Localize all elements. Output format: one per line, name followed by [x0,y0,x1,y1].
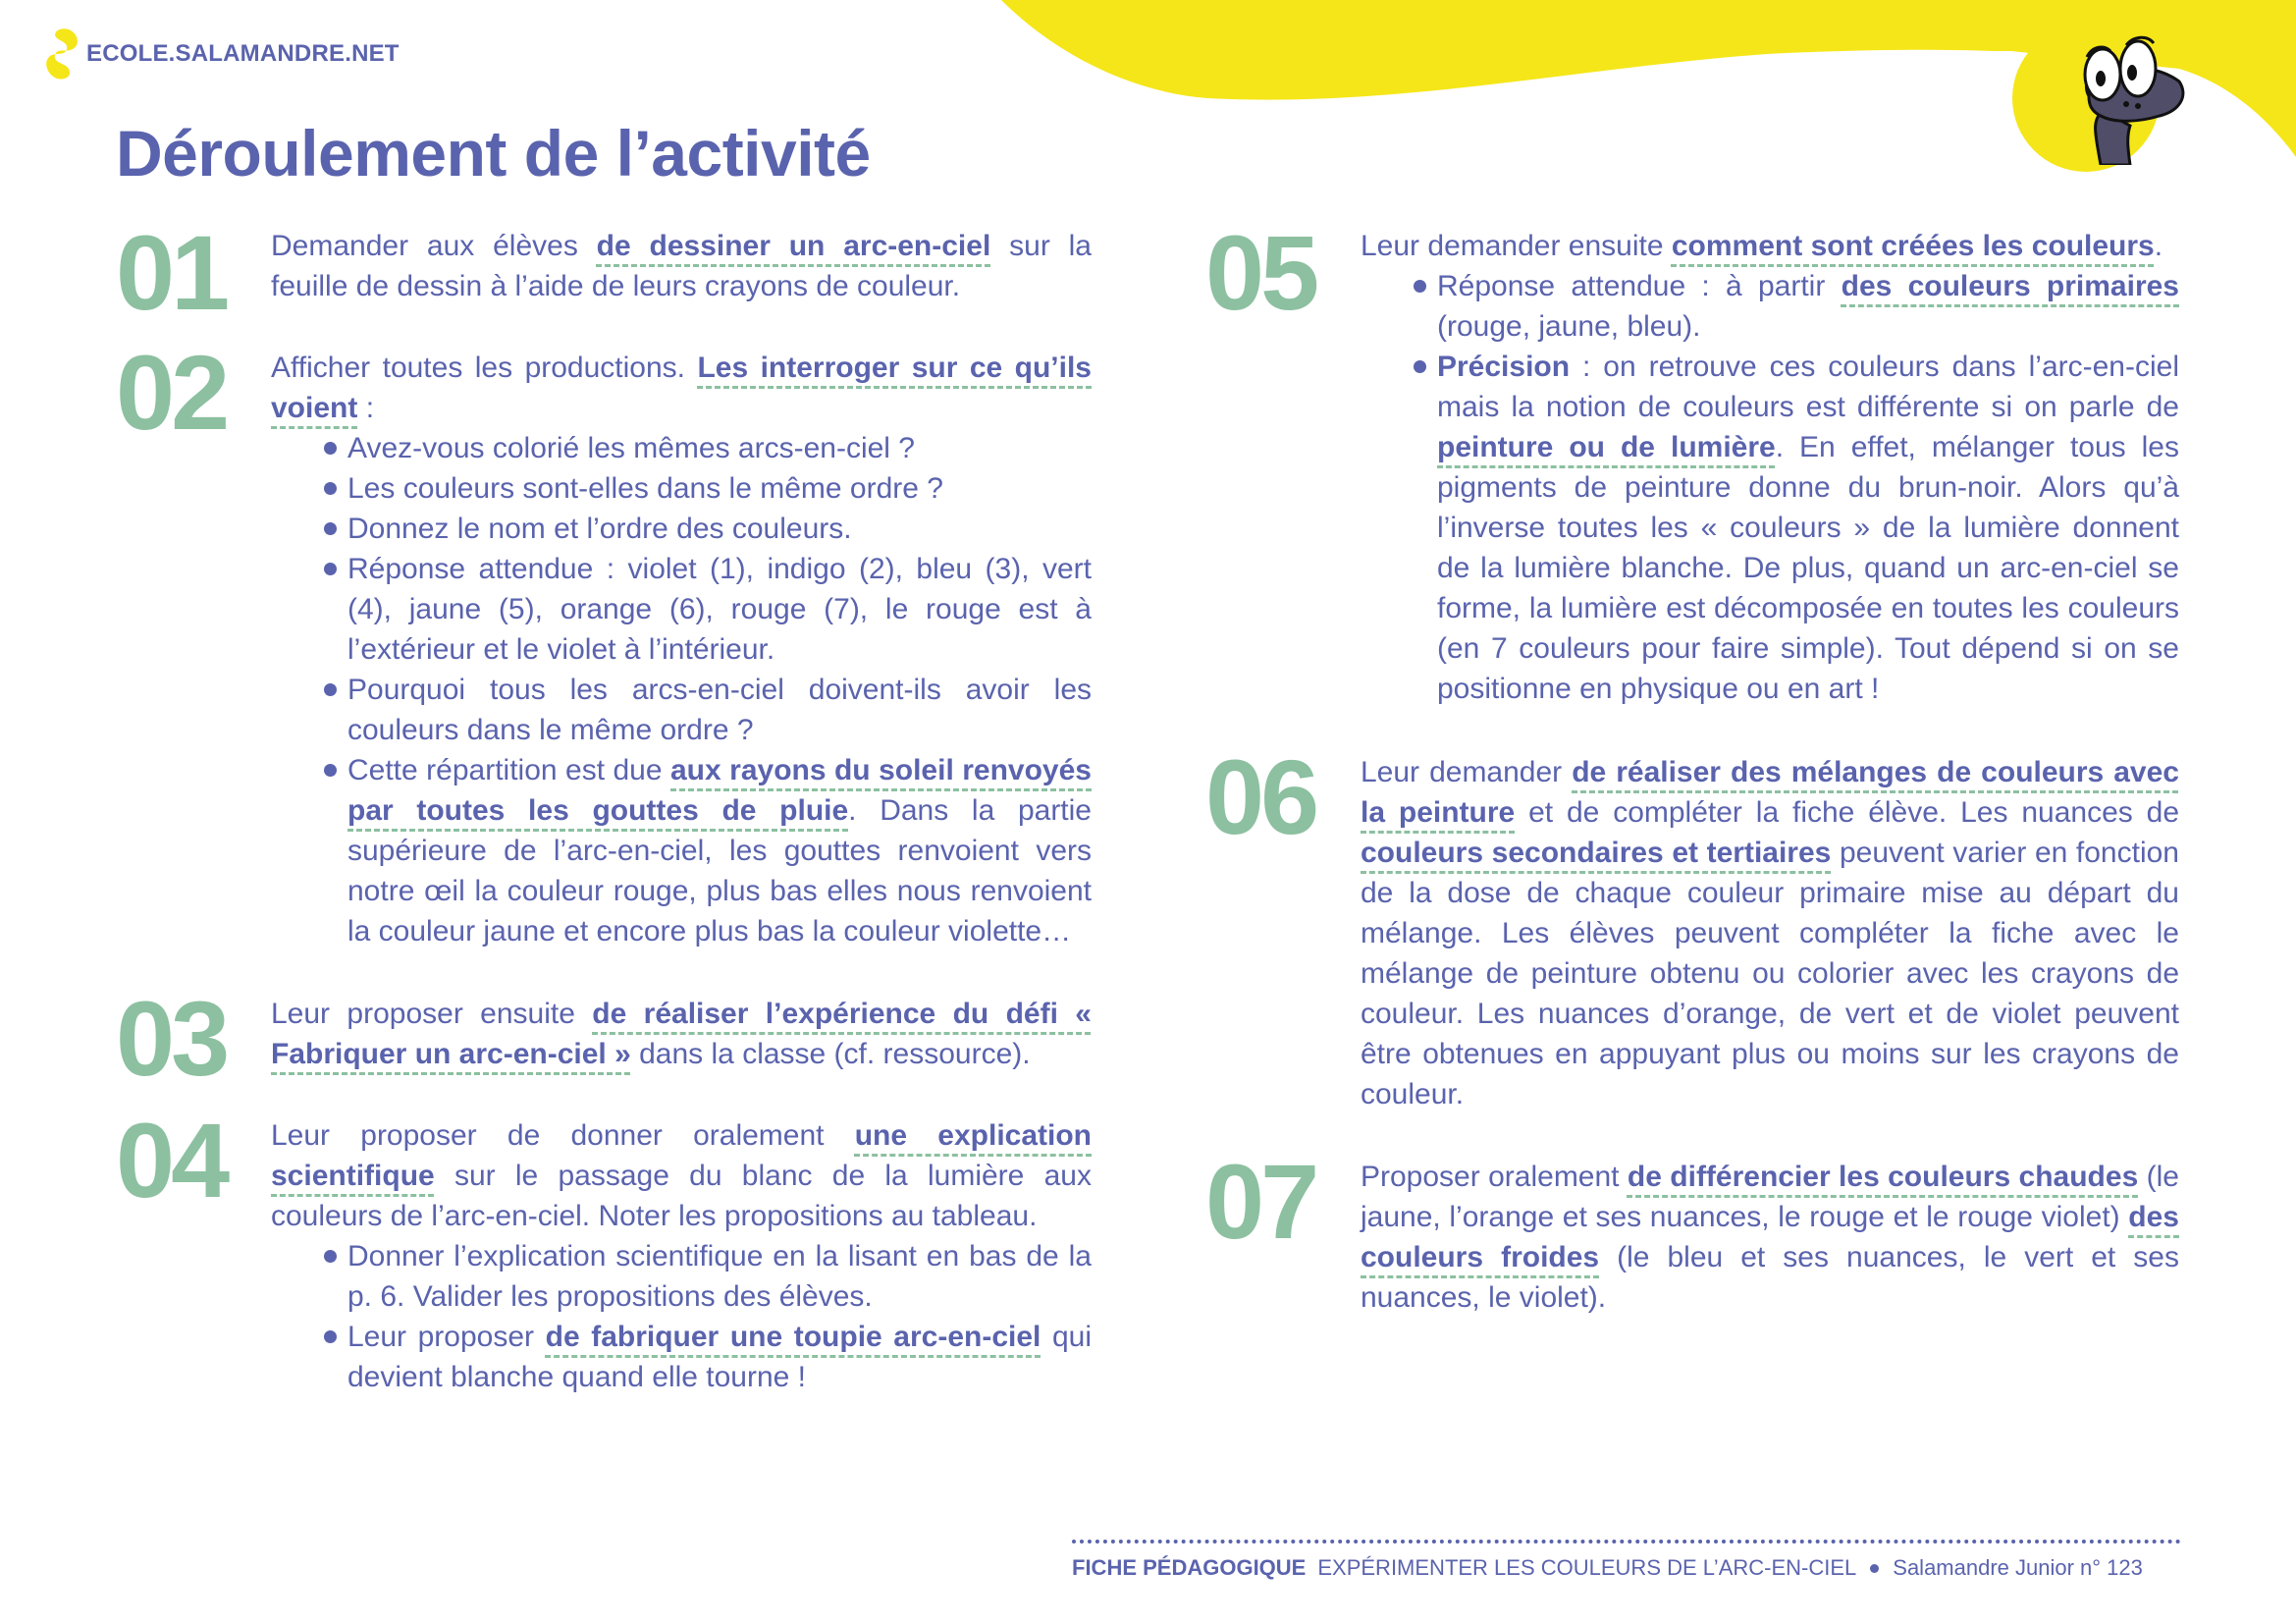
list-item-text: Avez-vous colorié les mêmes arcs-en-ciel ? [347,432,915,464]
highlight: de différencier les couleurs chaudes [1627,1161,2139,1193]
list-item-text: : on retrouve ces couleurs dans l’arc-en-ciel mais la notion de couleurs est différente si on parle de [1437,351,2179,423]
step-06-text [1361,752,2179,1114]
site-logo[interactable] [43,27,400,81]
bullet-icon [324,442,337,455]
list-item-text: Donner l’explication scientifique en la lisant en bas de la p. 6. Valider les propositions des élèves. [347,1240,1092,1313]
footer-subject: EXPÉRIMENTER LES COULEURS DE L’ARC-EN-CIEL [1317,1555,1857,1580]
step-number-06: 06 [1205,737,1316,856]
step-number-03: 03 [116,979,227,1098]
list-item-text: Donnez le nom et l’ordre des couleurs. [347,513,852,545]
bullet-icon [324,1330,337,1343]
list-item [347,750,1092,951]
highlight: une explication scientifique [271,1119,1092,1192]
bullet-icon [1414,280,1426,293]
step-text: dans la classe (cf. ressource). [630,1038,1031,1070]
list-item [347,670,1092,750]
bullet-icon [324,1250,337,1263]
step-text: (le jaune, l’orange et ses nuances, le rouge et le rouge violet) [1361,1161,2179,1233]
list-item [347,549,1092,670]
list-item [347,1236,1092,1317]
step-text: (le bleu et ses nuances, le vert et ses nuances, le violet). [1361,1241,2179,1314]
list-item-text: . En effet, mélanger tous les pigments de peinture donne du brun-noir. Alors qu’à l’inverse toutes les « couleurs » de la lumière donnent de la lumière blanche. De plus, quand un arc-en-ciel se forme, la lumière est décomposée en toutes les couleurs (en 7 couleurs pour faire simple). Tout dépend si on se positionne en physique ou en art ! [1437,431,2179,705]
list-item-text: (rouge, jaune, bleu). [1437,310,1701,343]
step-04-text [271,1115,1092,1397]
footer-label: FICHE PÉDAGOGIQUE [1072,1555,1307,1580]
footer-issue: Salamandre Junior n° 123 [1893,1555,2143,1580]
bullet-icon [324,683,337,696]
list-item-text: qui devient blanche quand elle tourne ! [347,1321,1093,1393]
step-01-text [271,226,1092,306]
page-title: Déroulement de l’activité [116,117,871,189]
list-item-text: Réponse attendue : violet (1), indigo (2), bleu (3), vert (4), jaune (5), orange (6), rouge (7), le rouge est à l’extérieur et le violet à l’intérieur. [347,553,1092,666]
bullet-icon [324,563,337,575]
list-item [347,1317,1092,1397]
step-03-text [271,994,1092,1074]
list-item [347,428,1092,468]
bullet-icon [324,764,337,777]
step-text: Afficher toutes les productions. [271,352,698,384]
highlight: comment sont créées les couleurs [1671,230,2155,262]
list-item-text: Les couleurs sont-elles dans le même ordre ? [347,472,943,505]
step-text: Leur demander ensuite [1361,230,1672,262]
step-text: Demander aux élèves [271,230,597,262]
highlight: de réaliser l’expérience du défi « Fabriquer un arc-en-ciel » [271,998,1092,1070]
list-item-text: . Dans la partie supérieure de l’arc-en-ciel, les gouttes renvoient vers notre œil la couleur rouge, plus bas elles nous renvoient la couleur jaune et encore plus bas la couleur violette… [347,794,1092,947]
list-item [347,468,1092,509]
highlight: de dessiner un arc-en-ciel [596,230,991,262]
step-text: . [2154,230,2163,262]
step-number-02: 02 [116,333,227,452]
list-item-text: Réponse attendue : à partir [1437,270,1842,302]
step-text: Leur proposer de donner oralement [271,1119,855,1152]
step-text: sur la feuille de dessin à l’aide de leurs crayons de couleur. [271,230,1092,302]
step-05-bullets [1437,266,2179,709]
list-item-text: Cette répartition est due [347,754,670,786]
step-text: Leur demander [1361,756,1573,788]
footer-divider [1072,1540,2181,1543]
step-number-07: 07 [1205,1142,1316,1261]
bullet-icon [324,482,337,495]
separator-dot-icon [1870,1564,1879,1573]
bullet-icon [1414,360,1426,373]
list-item [1437,266,2179,347]
highlight: Les interroger sur ce qu’ils voient [271,352,1092,424]
step-07-text [1361,1157,2179,1318]
step-05-text [1361,226,2179,709]
bold-label: Précision [1437,351,1571,383]
step-number-04: 04 [116,1101,227,1219]
salamandre-s-logo [43,27,80,81]
page-footer [1072,1540,2181,1581]
step-text: peuvent varier en fonction de la dose de chaque couleur primaire mise au départ du mélange. Les élèves peuvent compléter la fiche avec le mélange de peinture obtenu ou colorier avec les crayons de couleur. Les nuances d’orange, de vert et de violet peuvent être obtenues en appuyant plus ou moins sur les crayons de couleur. [1361,837,2179,1110]
highlight: des couleurs froides [1361,1201,2179,1273]
highlight: aux rayons du soleil renvoyés par toutes les gouttes de pluie [347,754,1092,827]
highlight: de réaliser des mélanges de couleurs avec la peinture [1361,756,2179,829]
step-text: sur le passage du blanc de la lumière aux couleurs de l’arc-en-ciel. Noter les propositions au tableau. [271,1160,1092,1232]
step-text: : [357,392,375,424]
step-04-bullets [347,1236,1092,1397]
step-02-bullets [347,428,1092,951]
step-number-05: 05 [1205,213,1316,332]
step-text: et de compléter la fiche élève. Les nuances de [1515,796,2180,829]
step-text: Proposer oralement [1361,1161,1628,1193]
list-item-text: Pourquoi tous les arcs-en-ciel doivent-ils avoir les couleurs dans le même ordre ? [347,674,1092,746]
list-item-text: Leur proposer [347,1321,546,1353]
step-02-text [271,348,1092,951]
list-item [1437,347,2179,709]
bullet-icon [324,522,337,535]
list-item [347,509,1092,549]
highlight: des couleurs primaires [1841,270,2179,302]
highlight: de fabriquer une toupie arc-en-ciel [545,1321,1041,1353]
step-text: Leur proposer ensuite [271,998,593,1030]
site-name[interactable]: ECOLE.SALAMANDRE.NET [86,40,400,67]
highlight: peinture ou de lumière [1437,431,1776,463]
highlight: couleurs secondaires et tertiaires [1361,837,1832,869]
salamander-mascot-illustration [2032,27,2199,165]
step-number-01: 01 [116,213,227,332]
